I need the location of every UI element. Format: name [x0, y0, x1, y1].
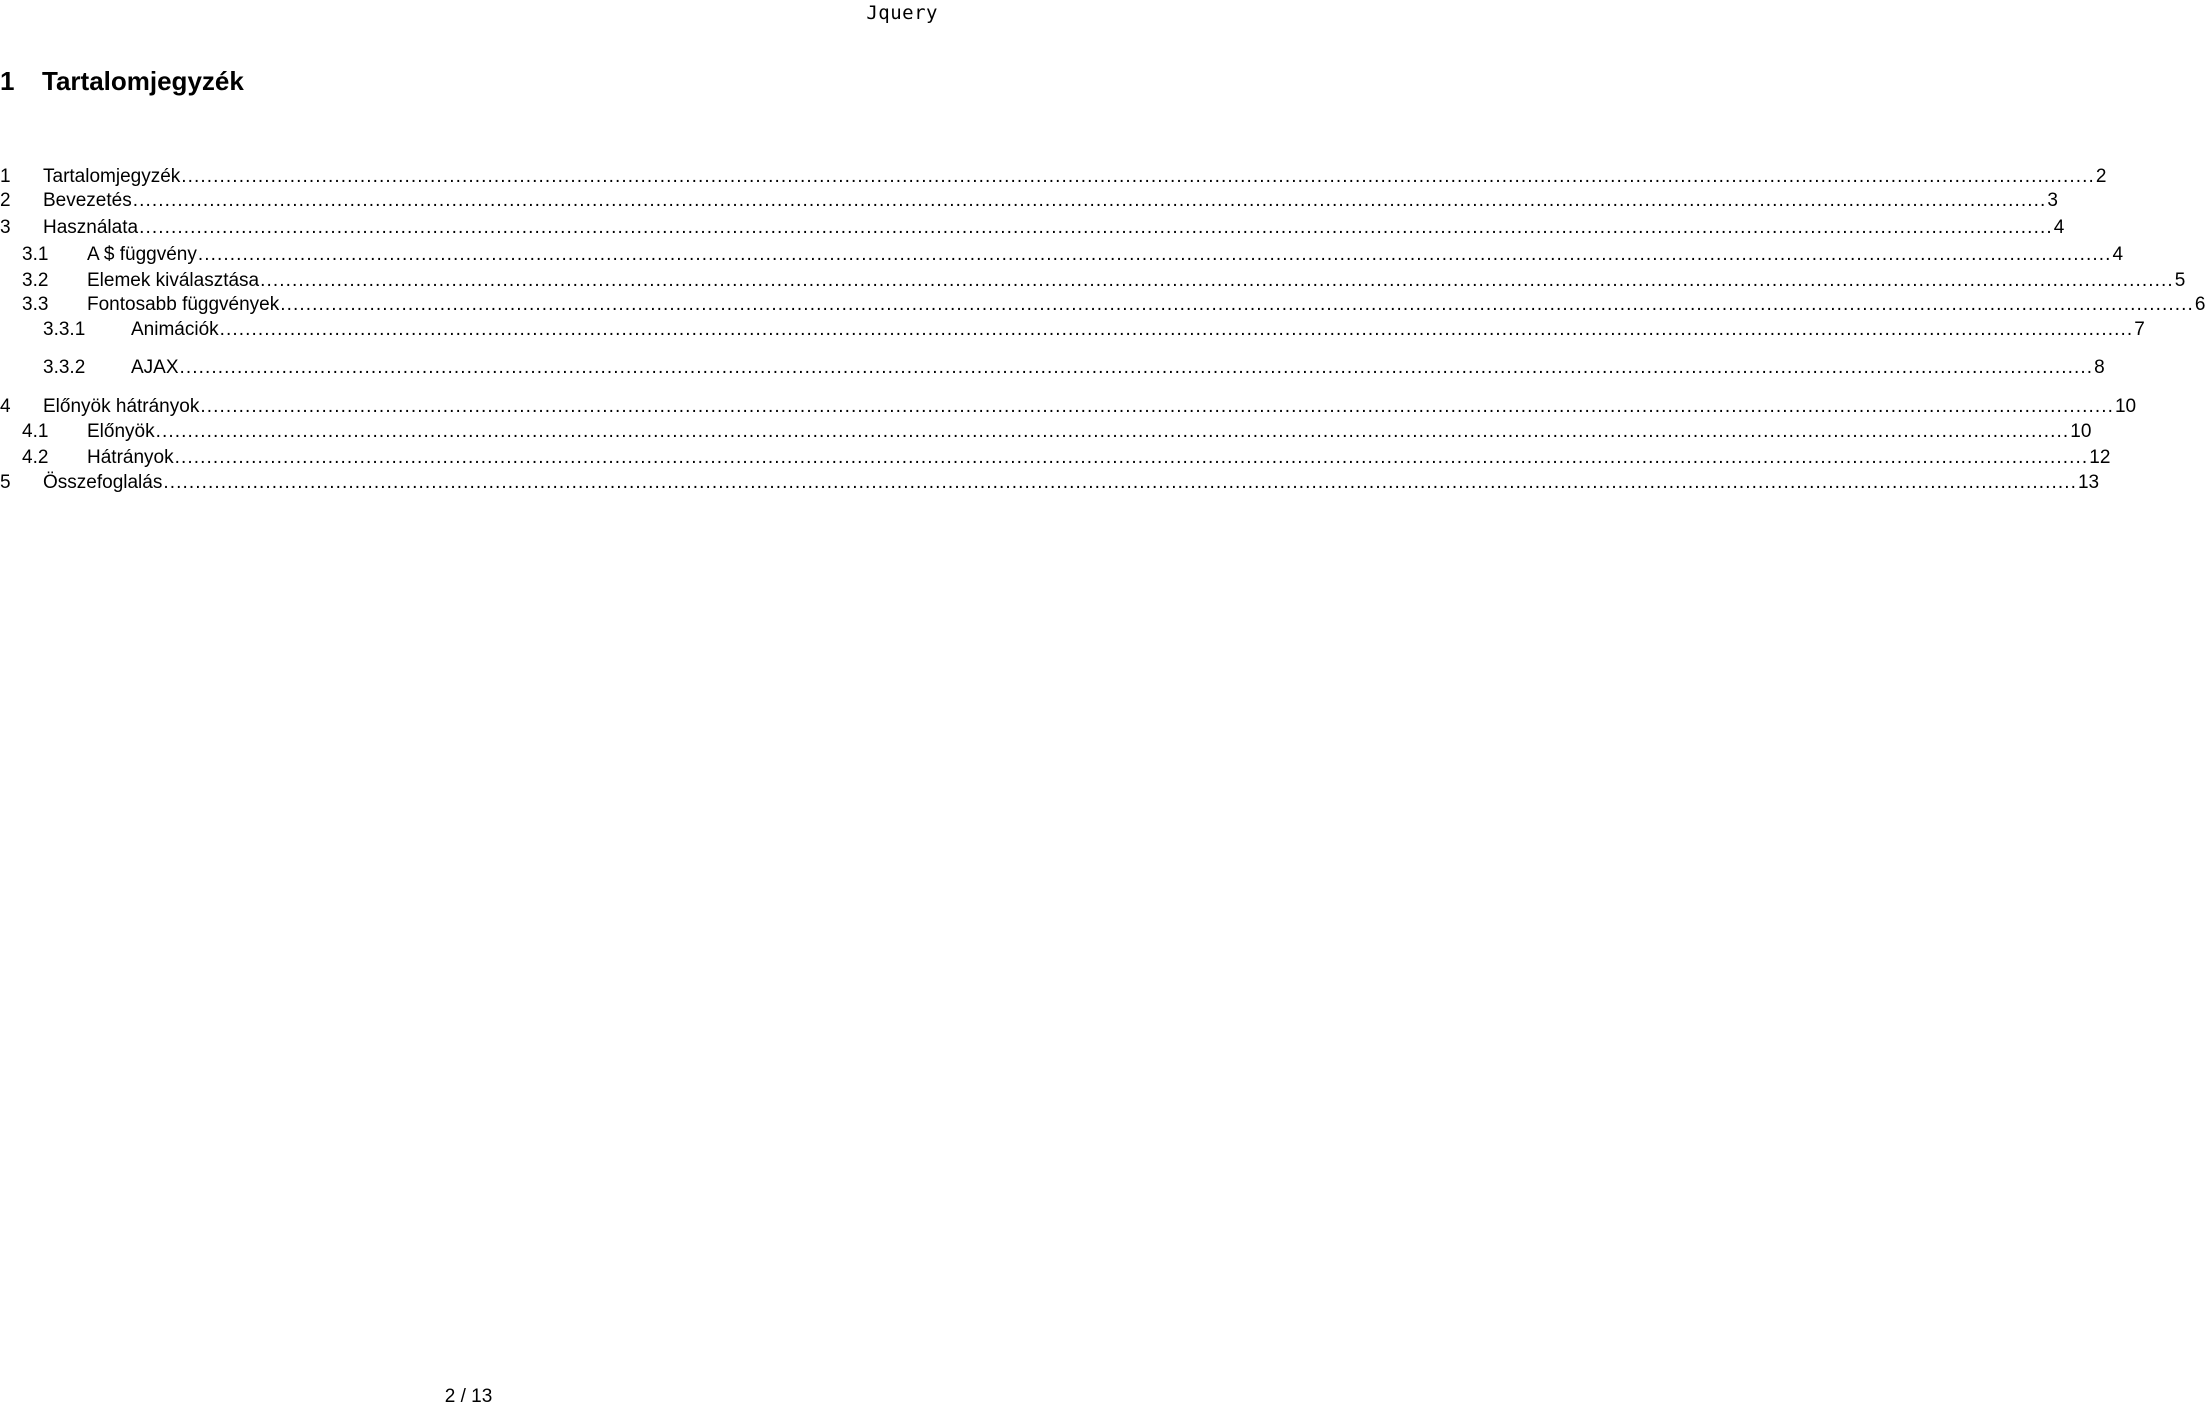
toc-leader-dots: ............................................................................................................................................................................................................................................................................................................	[132, 190, 2047, 211]
toc-entry-page: 2	[2095, 166, 2107, 187]
toc-heading	[0, 66, 244, 97]
toc-entry-number: 2	[0, 190, 11, 211]
toc-entry-number: 3.2	[22, 270, 49, 291]
toc-entry-title: A $ függvény	[87, 244, 197, 265]
running-header: Jquery	[866, 2, 938, 24]
toc-leader-dots: ............................................................................................................................................................................................................................................................................................................	[200, 396, 2114, 417]
toc-leader-dots: ............................................................................................................................................................................................................................................................................................................	[197, 244, 2112, 265]
toc-entry-page: 10	[2114, 396, 2137, 417]
toc-leader-dots: ............................................................................................................................................................................................................................................................................................................	[139, 217, 2053, 238]
toc-entry[interactable]	[0, 318, 2145, 342]
toc-entry-page: 3	[2047, 190, 2058, 211]
toc-entry-page: 4	[2053, 217, 2065, 238]
toc-leader-dots: ............................................................................................................................................................................................................................................................................................................	[163, 472, 2077, 493]
toc-entry[interactable]	[0, 216, 2065, 240]
toc-entry[interactable]	[0, 446, 2111, 470]
toc-leader-dots: ............................................................................................................................................................................................................................................................................................................	[181, 166, 2095, 187]
toc-leader-dots: ............................................................................................................................................................................................................................................................................................................	[155, 421, 2070, 442]
toc-entry-page: 8	[2094, 357, 2105, 378]
toc-entry[interactable]	[0, 395, 2137, 419]
toc-leader-dots: ............................................................................................................................................................................................................................................................................................................	[179, 357, 2094, 378]
toc-entry[interactable]	[0, 243, 2124, 267]
toc-entry-page: 7	[2134, 319, 2145, 340]
toc-entry[interactable]	[0, 420, 2092, 444]
toc-entry-title: Előnyök	[87, 421, 155, 442]
toc-entry-page: 4	[2112, 244, 2124, 265]
toc-leader-dots: ............................................................................................................................................................................................................................................................................................................	[219, 319, 2134, 340]
toc-entry-number: 1	[0, 166, 11, 187]
toc-entry-title: Előnyök hátrányok	[43, 396, 200, 417]
toc-entry-number: 4.1	[22, 421, 49, 442]
toc-entry-title: Bevezetés	[43, 190, 132, 211]
toc-entry-title: Tartalomjegyzék	[43, 166, 181, 187]
toc-entry-title: AJAX	[131, 357, 179, 378]
page-indicator: 2 / 13	[444, 1386, 493, 1407]
toc-entry-title: Hátrányok	[87, 447, 174, 468]
toc-entry-number: 3.3.2	[43, 357, 86, 378]
toc-entry-page: 5	[2174, 270, 2186, 291]
toc-entry-page: 12	[2089, 447, 2111, 468]
toc-entry-number: 3	[0, 217, 11, 238]
toc-entry-page: 6	[2194, 294, 2205, 315]
toc-heading-number: 1	[0, 66, 15, 96]
toc-leader-dots: ............................................................................................................................................................................................................................................................................................................	[174, 447, 2089, 468]
toc-entry[interactable]	[0, 293, 2205, 317]
toc-entry[interactable]	[0, 189, 2058, 213]
toc-entry-title: Használata	[43, 217, 139, 238]
toc-entry-title: Összefoglalás	[43, 472, 163, 493]
toc-heading-title: Tartalomjegyzék	[42, 66, 244, 96]
toc-entry-number: 4.2	[22, 447, 49, 468]
toc-entry[interactable]	[0, 165, 2107, 189]
toc-leader-dots: ............................................................................................................................................................................................................................................................................................................	[260, 270, 2174, 291]
toc-entry-title: Animációk	[131, 319, 219, 340]
toc-entry-title: Elemek kiválasztása	[87, 270, 260, 291]
toc-entry-page: 10	[2070, 421, 2092, 442]
toc-entry-title: Fontosabb függvények	[87, 294, 280, 315]
toc-entry-page: 13	[2077, 472, 2100, 493]
toc-entry-number: 5	[0, 472, 11, 493]
toc-entry[interactable]	[0, 356, 2105, 380]
toc-entry-number: 3.3.1	[43, 319, 86, 340]
toc-entry-number: 4	[0, 396, 11, 417]
toc-entry[interactable]	[0, 269, 2186, 293]
toc-entry[interactable]	[0, 471, 2100, 495]
toc-entry-number: 3.1	[22, 244, 49, 265]
toc-entry-number: 3.3	[22, 294, 49, 315]
toc-leader-dots: ............................................................................................................................................................................................................................................................................................................	[280, 294, 2194, 315]
